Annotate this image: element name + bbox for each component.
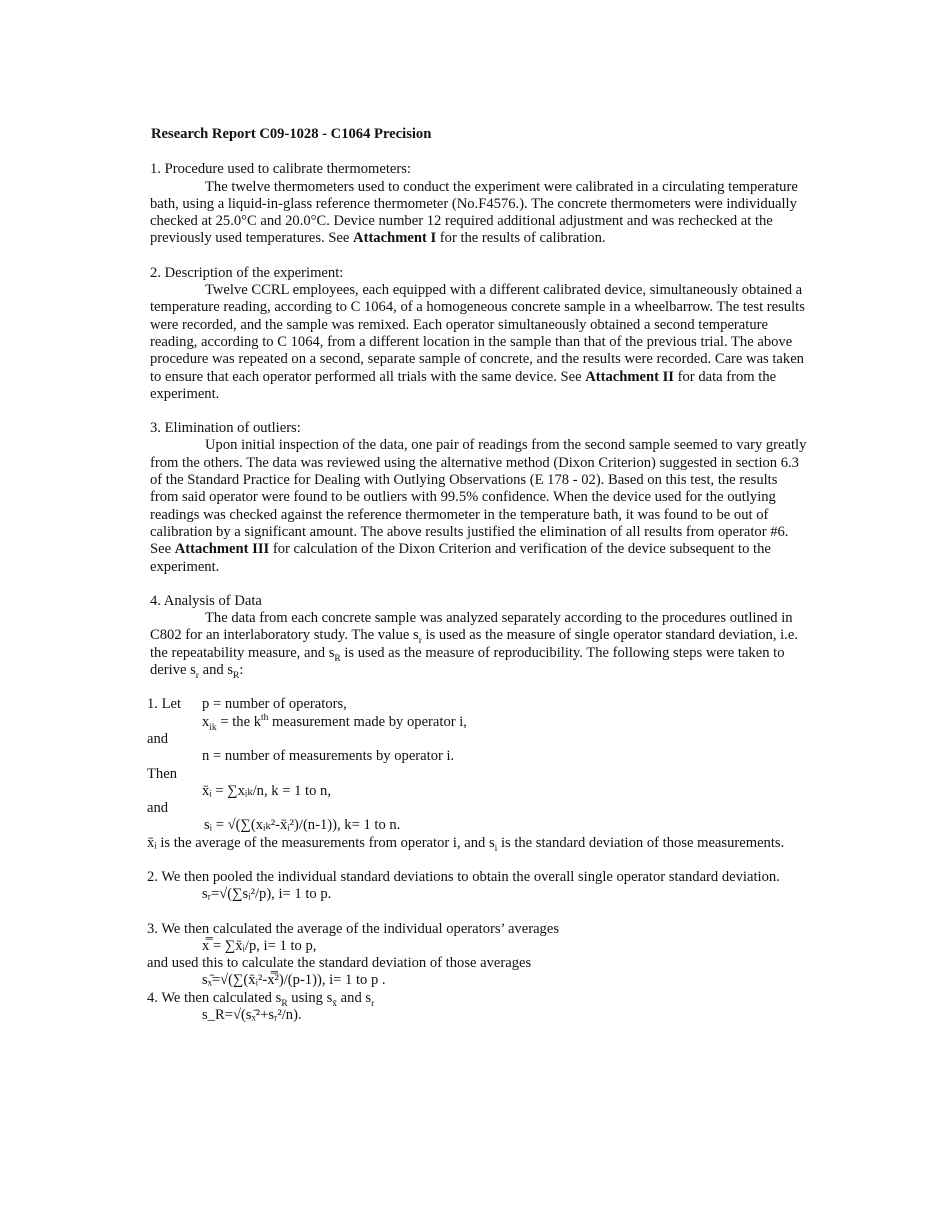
section-description [147,265,807,403]
step-label: 1. Let [147,696,182,713]
step-4 [147,990,807,1025]
section-heading: 2. Description of the experiment: [150,264,344,281]
section-paragraph: Twelve CCRL employees, each equipped with a different calibrated device, simultaneously obtained a temperature reading, according to C 1064, of a homogeneous concrete sample in a wheelbarrow. The test results were recorded, and the sample was remixed. Each operator simultaneously obtained a second temperature reading, according to C 1064, from a different location in the sample than that of the previous trial. The above procedure was repeated on a second, separate sample of concrete, and the results were recorded. Care was taken to ensure that each operator performed all trials with the same device. See Attachment II for data from the experiment. [150,282,805,402]
definition-p: p = number of operators, [202,696,347,713]
reproducibility-equation: s_R=√(sₓ̄²+sᵣ²/n). [202,1007,302,1024]
report-title: Research Report C09-1028 - C1064 Precision [151,126,432,142]
step-text: 4. We then calculated $s_R$ using $s_{x̄}$ and $s_r$ [147,989,375,1009]
section-heading: 1. Procedure used to calibrate thermometers: [150,161,411,178]
section-paragraph: Upon initial inspection of the data, one pair of readings from the second sample seemed to vary greatly from the others. The data was reviewed using the alternative method (Dixon Criterion) suggested in section 6.3 of the Standard Practice for Dealing with Outlying Observations (E 178 - 02). Based on this test, the results from said operator were found to be outliers with 99.5% confidence. When the device used for the outlying readings was checked against the reference thermometer in the temperature bath, it was found to be out of calibration by a significant amount. The above results justified the elimination of all results from operator #6. See Attachment III for calculation of the Dixon Criterion and verification of the device subsequent to the experiment. [150,437,807,575]
pooled-sd-equation: sᵣ=√(∑sᵢ²/p), i= 1 to p. [202,886,332,903]
mean-equation: x̄ᵢ = ∑xᵢₖ/n, k = 1 to n, [202,782,331,799]
connector-and: and [147,730,169,747]
section-calibration [147,161,807,247]
section-analysis [147,593,807,679]
step-text: and used this to calculate the standard deviation of those averages [147,955,532,972]
step-2 [147,869,807,904]
section-paragraph: The twelve thermometers used to conduct the experiment were calibrated in a circulating temperature bath, using a liquid-in-glass reference thermometer (No.F4576.). The concrete thermometers were individually checked at 25.0°C and 20.0°C. Device number 12 required additional adjustment and was rechecked at the previously used temperatures. See Attachment I for the results of calibration. [150,178,798,247]
document-page [147,126,807,1024]
step-text: 2. We then pooled the individual standard deviations to obtain the overall single operator standard deviation. [147,868,780,885]
connector-then: Then [147,765,177,782]
attachment-ref: Attachment II [585,368,674,385]
definition-x: $x_{ik}$ = the $k^{th}$ measurement made by operator i, [202,712,467,733]
connector-and: and [147,800,169,817]
grand-mean-equation: x̿ = ∑x̄ᵢ/p, i= 1 to p, [202,937,317,954]
step-3 [147,921,807,990]
section-paragraph: The data from each concrete sample was analyzed separately according to the procedures outlined in C802 for an interlaboratory study. The value $s_r$ is used as the measure of single operator standard deviation, i.e. the repeatability measure, and $s_R$ is used as the measure of reproducibility. The following steps were taken to derive $s_r$ and $s_R$: [150,610,798,681]
section-heading: 3. Elimination of outliers: [150,420,301,437]
step-explanation: x̄ᵢ is the average of the measurements from operator i, and $s_i$ is the standard deviation of those measurements. [147,834,785,854]
attachment-ref: Attachment III [174,541,270,558]
stddev-equation: sᵢ = √(∑(xᵢₖ²-x̄ᵢ²)/(n-1)), k= 1 to n. [204,817,401,834]
step-1 [147,696,807,852]
section-outliers [147,420,807,576]
means-sd-equation: sₓ̄=√(∑(x̄ᵢ²-x̿²)/(p-1)), i= 1 to p . [202,972,386,989]
step-text: 3. We then calculated the average of the individual operators’ averages [147,920,559,937]
definition-n: n = number of measurements by operator i. [202,748,455,765]
attachment-ref: Attachment I [353,230,437,247]
section-heading: 4. Analysis of Data [150,592,262,609]
